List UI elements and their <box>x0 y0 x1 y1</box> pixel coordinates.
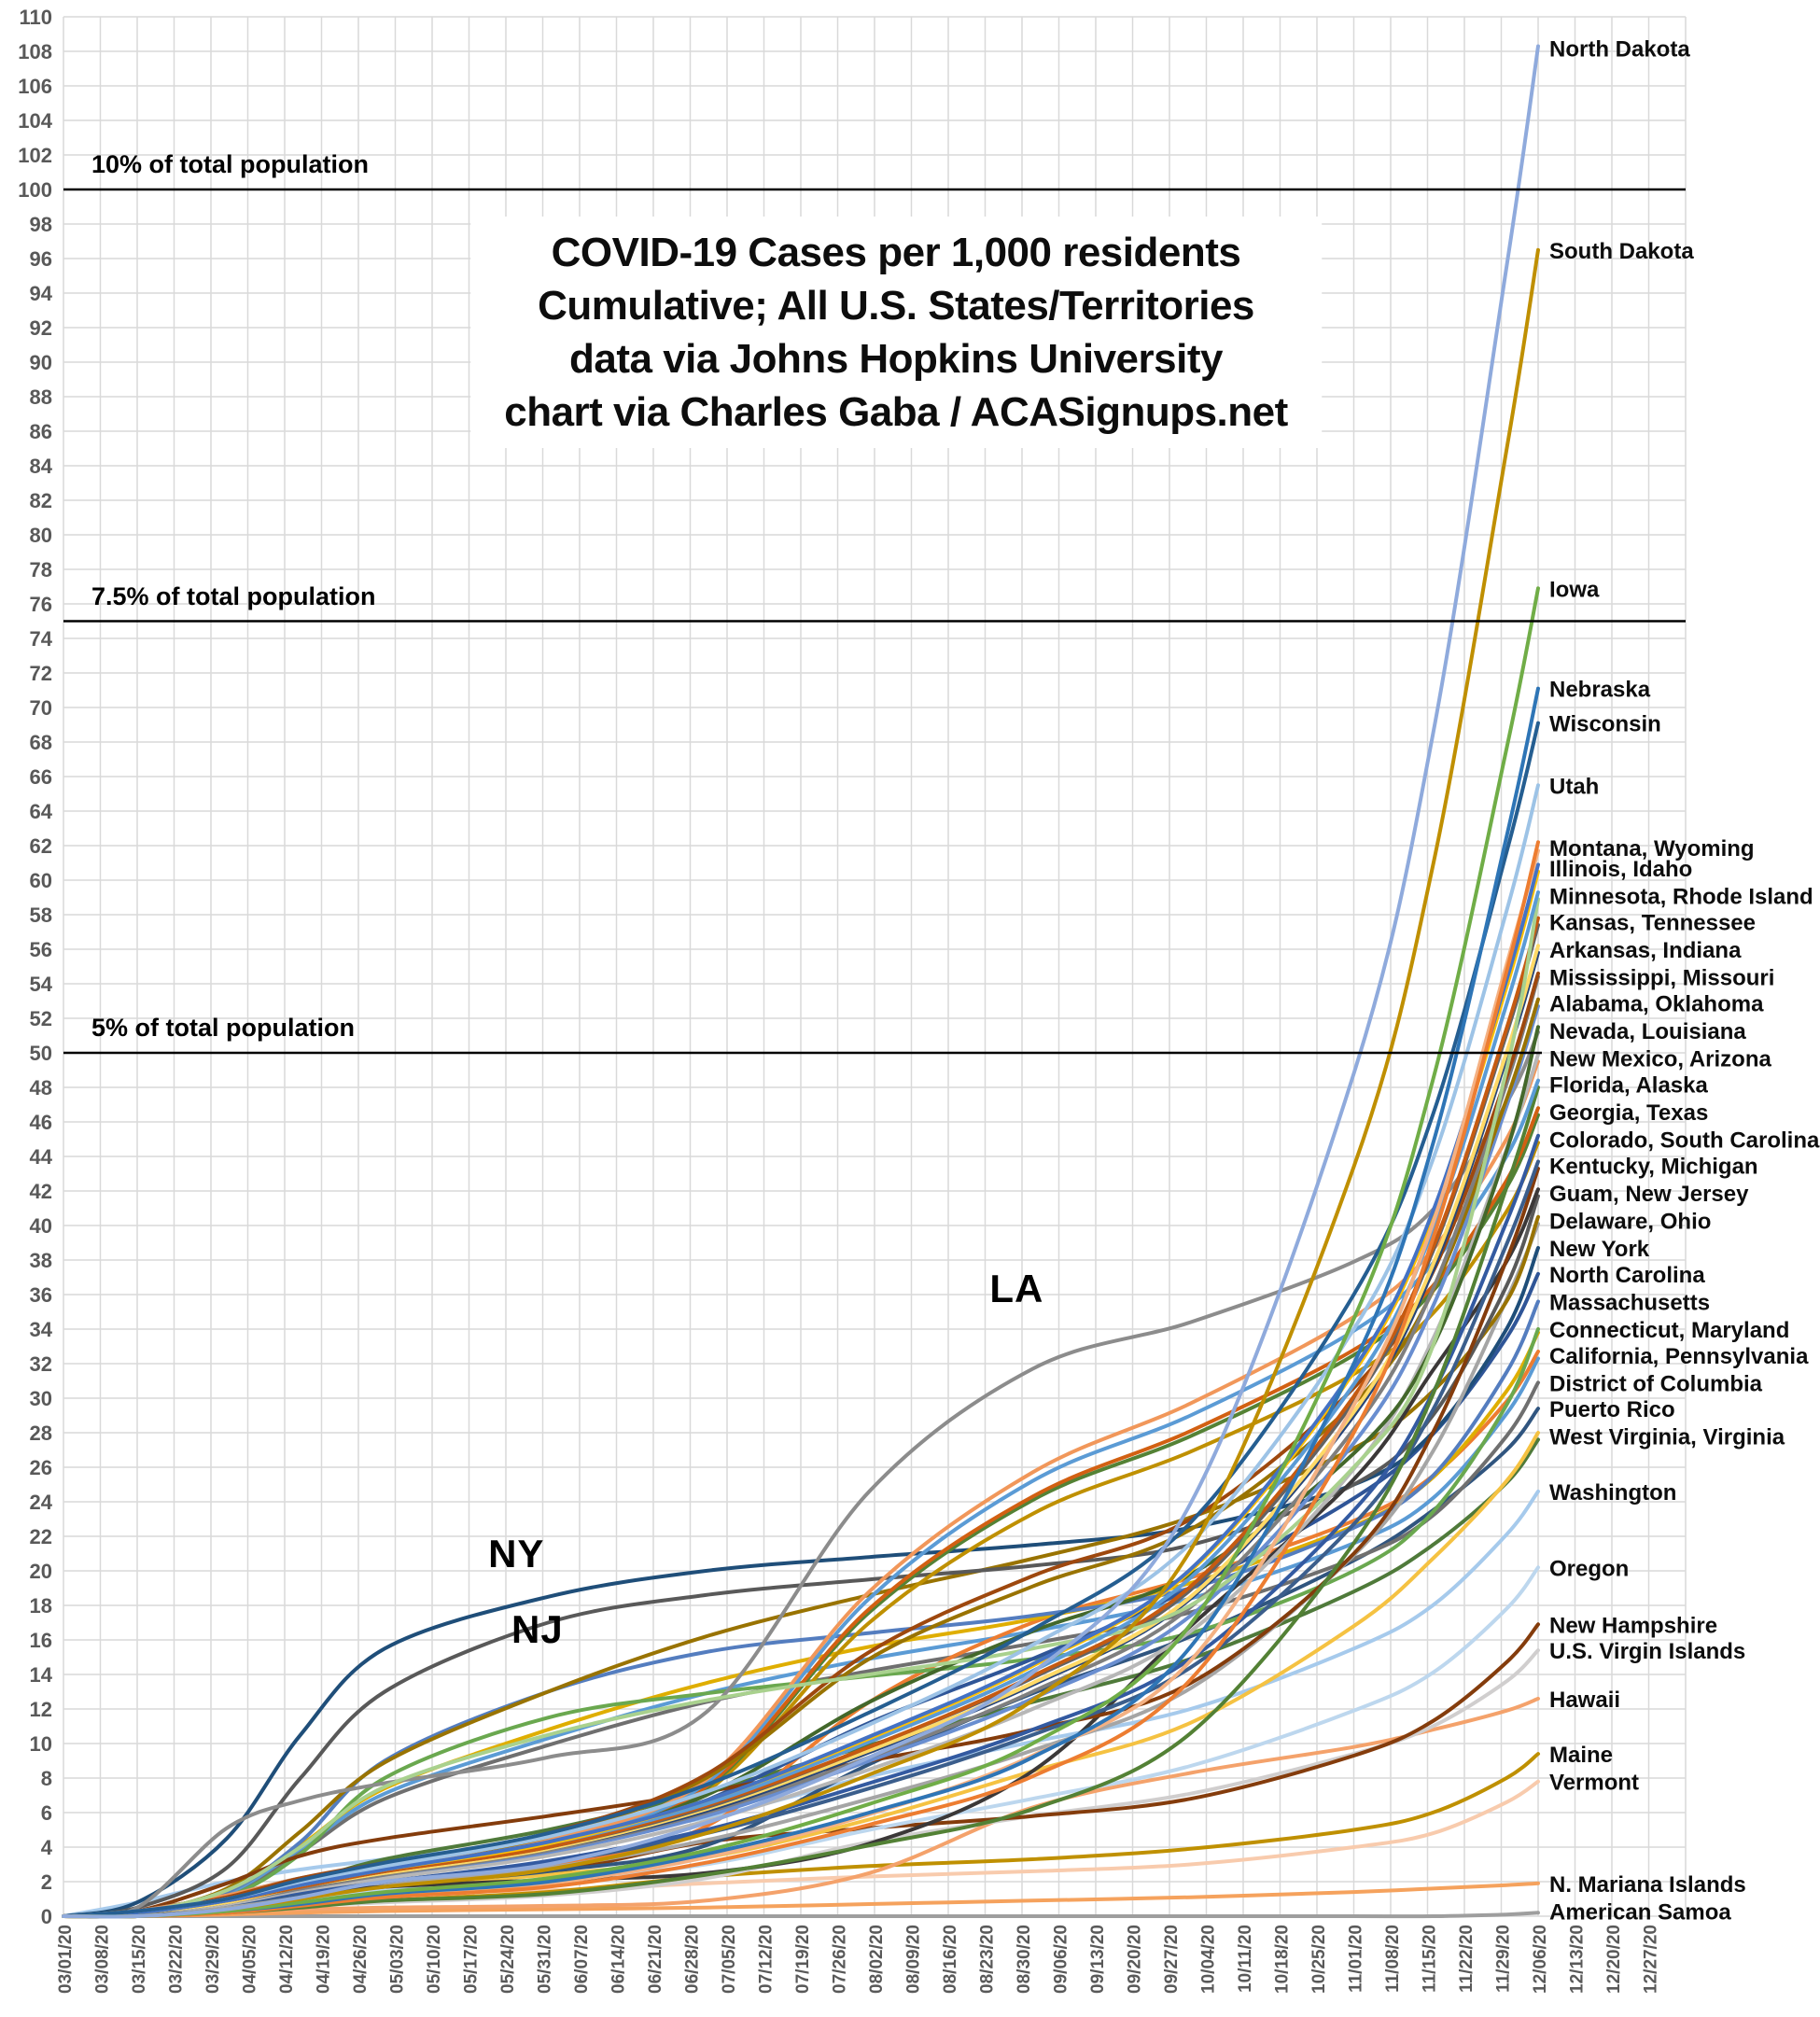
series-label: N. Mariana Islands <box>1549 1871 1746 1898</box>
x-axis-tick-label: 03/29/20 <box>203 1925 223 1994</box>
x-axis-tick-label: 03/01/20 <box>56 1925 76 1994</box>
y-axis-tick-label: 50 <box>29 1042 52 1065</box>
y-axis-tick-label: 44 <box>29 1145 52 1169</box>
series-label: Kentucky, Michigan <box>1549 1154 1758 1180</box>
x-axis-tick-label: 04/05/20 <box>240 1925 260 1994</box>
x-axis-tick-label: 10/04/20 <box>1198 1925 1219 1994</box>
x-axis-tick-label: 05/31/20 <box>535 1925 555 1994</box>
x-axis-tick-label: 08/16/20 <box>941 1925 960 1994</box>
series-label: Washington <box>1549 1479 1677 1506</box>
x-axis-tick-label: 11/01/20 <box>1346 1925 1366 1993</box>
y-axis-tick-label: 0 <box>40 1905 52 1928</box>
reference-label-7-5pct: 7.5% of total population <box>91 581 376 610</box>
x-axis-tick-label: 04/12/20 <box>277 1925 297 1994</box>
y-axis-tick-label: 76 <box>29 593 52 616</box>
annotation-ny: NY <box>488 1531 545 1576</box>
x-axis-tick-label: 10/25/20 <box>1309 1925 1329 1994</box>
y-axis-tick-label: 68 <box>29 731 52 754</box>
y-axis-tick-label: 30 <box>29 1387 52 1410</box>
y-axis-tick-label: 60 <box>29 869 52 892</box>
y-axis-tick-label: 10 <box>29 1732 52 1756</box>
y-axis-tick-label: 104 <box>18 109 52 133</box>
reference-label-5pct: 5% of total population <box>91 1014 355 1042</box>
x-axis-tick-label: 05/24/20 <box>498 1925 518 1994</box>
x-axis-tick-label: 06/07/20 <box>572 1925 592 1994</box>
y-axis-tick-label: 14 <box>29 1663 52 1687</box>
x-axis-tick-label: 09/27/20 <box>1162 1925 1182 1994</box>
series-label: Iowa <box>1549 577 1600 603</box>
series-label: Oregon <box>1549 1556 1630 1582</box>
x-axis-tick-label: 10/18/20 <box>1272 1925 1293 1994</box>
x-axis-tick-label: 04/19/20 <box>314 1925 334 1994</box>
y-axis-tick-label: 70 <box>29 696 52 720</box>
y-axis-tick-label: 6 <box>40 1801 52 1825</box>
y-axis-tick-label: 108 <box>18 40 52 63</box>
series-label: Kansas, Tennessee <box>1549 910 1757 936</box>
y-axis-tick-label: 80 <box>29 524 52 547</box>
x-axis-tick-label: 06/21/20 <box>646 1925 665 1994</box>
y-axis-tick-label: 54 <box>29 973 52 996</box>
y-axis-tick-label: 72 <box>29 662 52 685</box>
series-label: New Mexico, Arizona <box>1549 1046 1771 1072</box>
y-axis-tick-label: 12 <box>29 1698 52 1721</box>
series-label: West Virginia, Virginia <box>1549 1424 1785 1450</box>
y-axis-tick-label: 42 <box>29 1180 52 1203</box>
y-axis-tick-label: 4 <box>40 1836 52 1859</box>
series-label: Utah <box>1549 774 1600 800</box>
chart-title-line-1: COVID-19 Cases per 1,000 residents <box>551 230 1241 275</box>
x-axis-tick-label: 12/06/20 <box>1531 1925 1550 1994</box>
y-axis-tick-label: 106 <box>18 75 52 98</box>
series-label: Nebraska <box>1549 677 1651 703</box>
series-label: California, Pennsylvania <box>1549 1343 1809 1369</box>
reference-label-10pct: 10% of total population <box>91 150 369 178</box>
y-axis-tick-label: 100 <box>18 178 52 202</box>
y-axis-tick-label: 28 <box>29 1422 52 1445</box>
series-label: Puerto Rico <box>1549 1397 1675 1423</box>
x-axis-tick-label: 12/20/20 <box>1604 1925 1624 1994</box>
y-axis-tick-label: 16 <box>29 1629 52 1652</box>
x-axis-tick-label: 12/27/20 <box>1641 1925 1661 1994</box>
y-axis-tick-label: 32 <box>29 1352 52 1376</box>
x-axis-tick-label: 04/26/20 <box>351 1925 371 1994</box>
y-axis-tick-label: 52 <box>29 1007 52 1030</box>
series-label: New York <box>1549 1237 1650 1263</box>
y-axis-tick-label: 78 <box>29 558 52 581</box>
y-axis-tick-label: 56 <box>29 938 52 961</box>
series-label: Florida, Alaska <box>1549 1072 1708 1099</box>
y-axis-tick-label: 18 <box>29 1594 52 1618</box>
y-axis-tick-label: 24 <box>29 1491 52 1514</box>
y-axis-tick-label: 98 <box>29 213 52 236</box>
y-axis-tick-label: 82 <box>29 489 52 512</box>
y-axis-tick-label: 36 <box>29 1283 52 1307</box>
chart-title-line-4: chart via Charles Gaba / ACASignups.net <box>504 389 1288 435</box>
series-label: South Dakota <box>1549 238 1694 264</box>
y-axis-tick-label: 74 <box>29 627 52 651</box>
y-axis-tick-label: 20 <box>29 1560 52 1583</box>
series-label: District of Columbia <box>1549 1371 1763 1397</box>
x-axis-tick-label: 10/11/20 <box>1236 1925 1255 1993</box>
y-axis-tick-label: 64 <box>29 800 52 823</box>
series-label: Connecticut, Maryland <box>1549 1318 1790 1343</box>
series-label: Colorado, South Carolina <box>1549 1128 1820 1154</box>
x-axis-tick-label: 05/10/20 <box>425 1925 444 1994</box>
x-axis-tick-label: 08/30/20 <box>1015 1925 1034 1994</box>
y-axis-tick-label: 84 <box>29 455 52 478</box>
x-axis-tick-label: 09/13/20 <box>1088 1925 1108 1994</box>
x-axis-tick-label: 03/22/20 <box>166 1925 187 1994</box>
x-axis-tick-label: 08/09/20 <box>903 1925 924 1994</box>
y-axis-tick-label: 48 <box>29 1076 52 1100</box>
y-axis-tick-label: 46 <box>29 1111 52 1134</box>
x-axis-tick-label: 07/19/20 <box>793 1925 813 1994</box>
y-axis-tick-label: 26 <box>29 1456 52 1479</box>
y-axis-tick-label: 96 <box>29 247 52 271</box>
x-axis-tick-label: 11/29/20 <box>1493 1925 1514 1993</box>
x-axis-tick-label: 06/28/20 <box>682 1925 703 1994</box>
x-axis-tick-label: 09/06/20 <box>1051 1925 1071 1994</box>
x-axis-tick-label: 03/08/20 <box>92 1925 113 1994</box>
series-label: U.S. Virgin Islands <box>1549 1639 1746 1665</box>
series-label: Georgia, Texas <box>1549 1100 1709 1126</box>
y-axis-tick-label: 88 <box>29 385 52 409</box>
chart-title-line-2: Cumulative; All U.S. States/Territories <box>538 283 1254 329</box>
series-label: Arkansas, Indiana <box>1549 938 1742 963</box>
x-axis-tick-label: 05/03/20 <box>387 1925 408 1994</box>
y-axis-tick-label: 40 <box>29 1214 52 1238</box>
y-axis-tick-label: 86 <box>29 420 52 443</box>
series-label: North Dakota <box>1549 36 1690 63</box>
series-label: Hawaii <box>1549 1687 1621 1713</box>
x-axis-tick-label: 07/26/20 <box>830 1925 850 1994</box>
x-axis-tick-label: 11/08/20 <box>1383 1925 1403 1993</box>
series-label: Illinois, Idaho <box>1549 857 1693 883</box>
y-axis-tick-label: 8 <box>40 1767 52 1790</box>
x-axis-tick-label: 08/23/20 <box>977 1925 998 1994</box>
series-label: Guam, New Jersey <box>1549 1181 1749 1207</box>
y-axis-tick-label: 2 <box>40 1870 52 1894</box>
annotation-la: LA <box>989 1267 1044 1311</box>
series-label: Delaware, Ohio <box>1549 1209 1712 1235</box>
y-axis-tick-label: 94 <box>29 282 52 305</box>
x-axis-tick-label: 06/14/20 <box>609 1925 629 1994</box>
series-label: Wisconsin <box>1549 711 1661 737</box>
x-axis-tick-label: 07/05/20 <box>720 1925 739 1994</box>
y-axis-tick-label: 34 <box>29 1318 52 1341</box>
x-axis-tick-label: 11/15/20 <box>1420 1925 1440 1993</box>
series-label: American Samoa <box>1549 1899 1731 1926</box>
y-axis-tick-label: 62 <box>29 834 52 858</box>
series-label: Vermont <box>1549 1770 1640 1796</box>
y-axis-tick-label: 58 <box>29 903 52 927</box>
x-axis-tick-label: 03/15/20 <box>130 1925 149 1994</box>
chart-title-line-3: data via Johns Hopkins University <box>569 336 1223 382</box>
x-axis-tick-label: 08/02/20 <box>867 1925 887 1994</box>
series-label: Alabama, Oklahoma <box>1549 991 1764 1017</box>
x-axis-tick-label: 12/13/20 <box>1567 1925 1588 1994</box>
y-axis-tick-label: 102 <box>18 144 52 167</box>
series-label: New Hampshire <box>1549 1613 1718 1639</box>
y-axis-tick-label: 22 <box>29 1525 52 1548</box>
annotation-nj: NJ <box>511 1606 564 1651</box>
series-label: Minnesota, Rhode Island <box>1549 884 1813 910</box>
y-axis-tick-label: 110 <box>19 6 52 29</box>
series-label: North Carolina <box>1549 1262 1705 1288</box>
series-label: Mississippi, Missouri <box>1549 965 1775 991</box>
series-label: Maine <box>1549 1743 1614 1769</box>
x-axis-tick-label: 11/22/20 <box>1457 1925 1477 1993</box>
series-label: Nevada, Louisiana <box>1549 1018 1746 1044</box>
y-axis-tick-label: 90 <box>29 351 52 374</box>
x-axis-tick-label: 09/20/20 <box>1125 1925 1145 1994</box>
series-label: Massachusetts <box>1549 1290 1711 1316</box>
x-axis-tick-label: 07/12/20 <box>756 1925 777 1994</box>
y-axis-tick-label: 66 <box>29 765 52 789</box>
series-label: Montana, Wyoming <box>1549 835 1755 861</box>
chart-title-block <box>470 217 1322 448</box>
y-axis-tick-label: 38 <box>29 1249 52 1272</box>
x-axis-tick-label: 05/17/20 <box>461 1925 482 1994</box>
y-axis-tick-label: 92 <box>29 316 52 340</box>
